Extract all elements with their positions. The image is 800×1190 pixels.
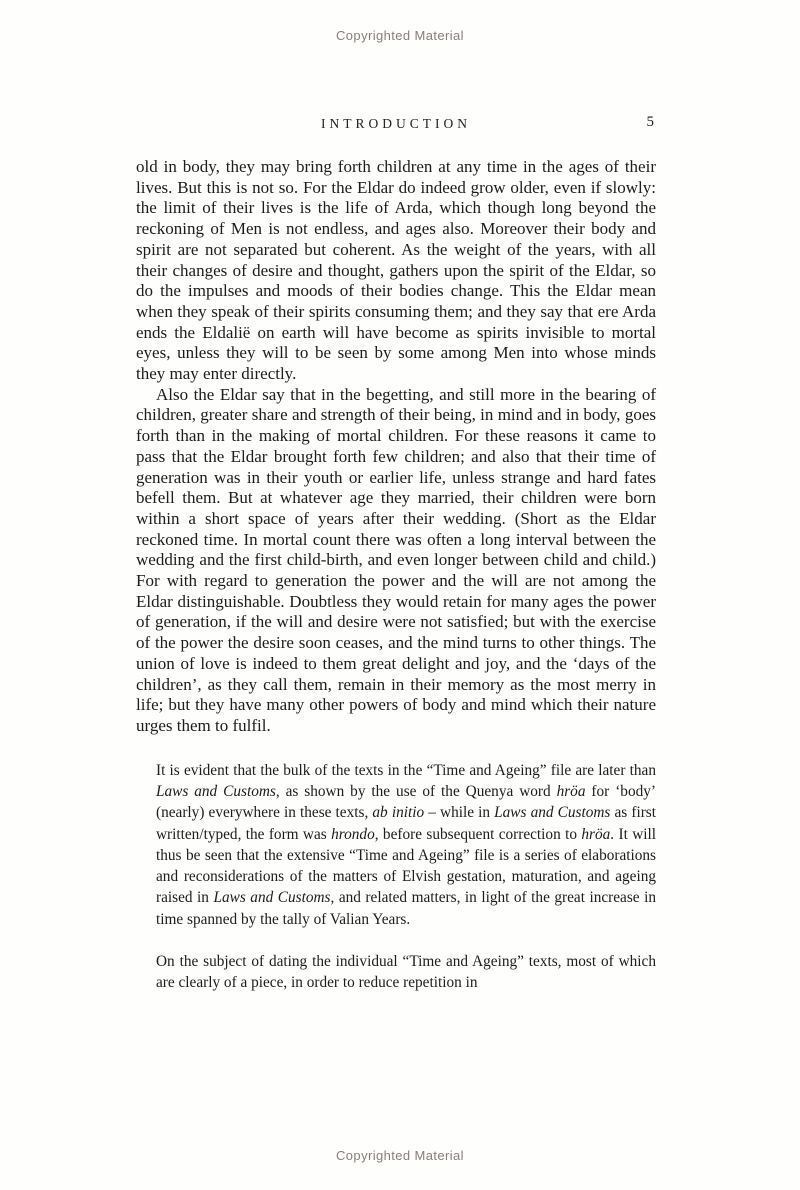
copyright-notice-bottom: Copyrighted Material [336, 1148, 464, 1163]
editor-notes-block [156, 760, 656, 994]
copyright-notice-top: Copyrighted Material [336, 28, 464, 43]
body-paragraph: Also the Eldar say that in the begetting, and still more in the bearing of children, greater share and strength of their being, in mind and in body, goes forth than in the making of mortal children. For these reasons it came to pass that the Eldar brought forth few children; and also that their time of generation was in their youth or earlier life, unless strange and hard fates befell them. But at whatever age they married, their children were born within a short space of years after their wedding. (Short as the Eldar reckoned time. In mortal count there was often a long interval between the wedding and the first child-birth, and even longer between child and child.) For with regard to generation the power and the will are not among the Eldar distinguishable. Doubtless they would retain for many ages the power of generation, if the will and desire were not satisfied; but with the exercise of the power the desire soon ceases, and the mind turns to other things. The union of love is indeed to them great delight and joy, and the ‘days of the children’, as they call them, remain in their memory as the most merry in life; but they have many other powers of body and mind which their nature urges them to fulfil. [136, 384, 656, 735]
body-paragraph: old in body, they may bring forth children at any time in the ages of their lives. But this is not so. For the Eldar do indeed grow older, even if slowly: the limit of their lives is the life of Arda, which though long beyond the reckoning of Men is not endless, and ages also. Moreover their body and spirit are not separated but coherent. As the weight of the years, with all their changes of desire and thought, gathers upon the spirit of the Eldar, so do the impulses and moods of their bodies change. This the Eldar mean when they speak of their spirits consuming them; and they say that ere Arda ends the Eldalië on earth will have become as spirits invisible to mortal eyes, unless they will to be seen by some among Men into whose minds they may enter directly. [136, 157, 656, 384]
note-paragraph: It is evident that the bulk of the texts in the “Time and Ageing” file are later than Laws and Customs, as shown by the use of the Quenya word hröa for ‘body’ (nearly) everywhere in these texts, ab initio – while in Laws and Customs as first written/typed, the form was hrondo, before subsequent correction to hröa. It will thus be seen that the extensive “Time and Ageing” file is a series of elaborations and reconsiderations of the matters of Elvish gestation, maturation, and ageing raised in Laws and Customs, and related matters, in light of the great increase in time spanned by the tally of Valian Years. [156, 761, 657, 928]
page-number: 5 [646, 114, 654, 130]
chapter-title: INTRODUCTION [321, 116, 471, 131]
page-content [136, 115, 656, 994]
note-paragraph: On the subject of dating the individual “Time and Ageing” texts, most of which are clearly of a piece, in order to reduce repetition in [156, 953, 656, 992]
running-header [136, 115, 656, 133]
